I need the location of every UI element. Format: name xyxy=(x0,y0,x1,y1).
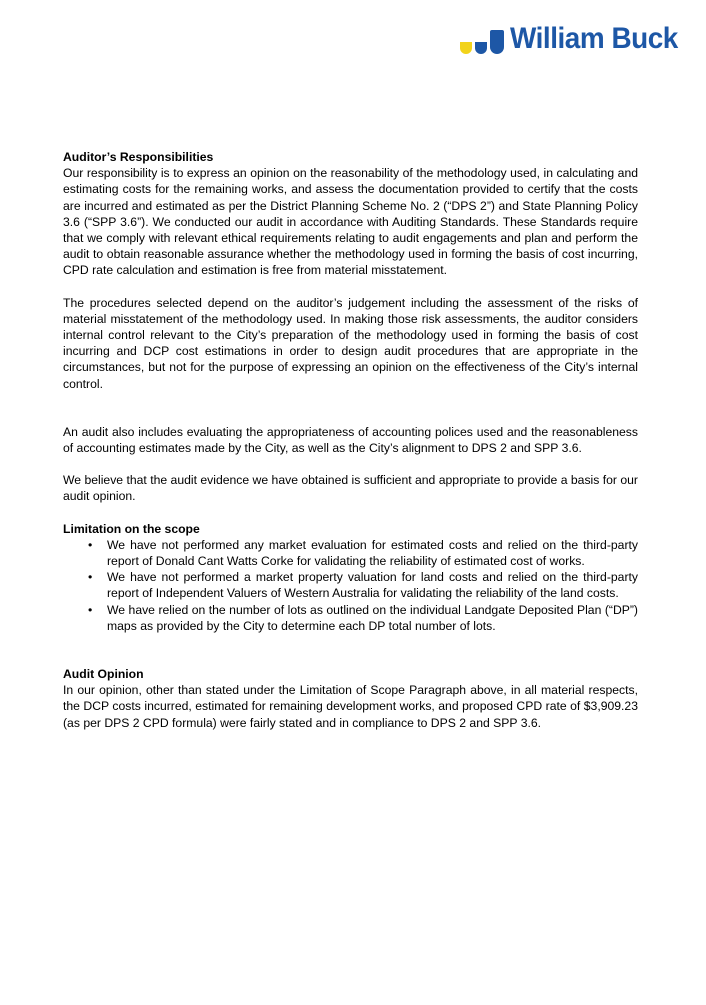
audit-opinion-heading: Audit Opinion xyxy=(63,667,144,682)
responsibilities-paragraph-2: The procedures selected depend on the auditor’s judgement including the assessment of the risks of material misstatement of the methodology used. In making those risk assessments, the auditor considers internal control relevant to the City’s preparation of the methodology used in forming the basis of cost incurring and DCP cost estimations in order to design audit procedures that are appropriate in the circumstances, but not for the purpose of expressing an opinion on the effectiveness of the City’s internal control. xyxy=(63,295,638,391)
logo-mark-blue-block-small xyxy=(475,42,487,54)
list-item xyxy=(63,537,638,569)
limitation-section xyxy=(63,521,638,634)
limitation-list xyxy=(63,537,638,634)
audit-opinion-section xyxy=(63,666,638,731)
responsibilities-paragraph-3: An audit also includes evaluating the appropriateness of accounting polices used and the reasonableness of accounting estimates made by the City, as well as the City’s alignment to DPS 2 and SPP 3.6. xyxy=(63,424,638,456)
limitation-item-text: We have not performed any market evaluation for estimated costs and relied on the third-party report of Donald Cant Watts Corke for validating the reliability of estimated cost of works. xyxy=(107,537,638,569)
logo-mark-icon xyxy=(460,24,504,54)
logo-text: William Buck xyxy=(510,22,678,55)
document-body xyxy=(63,149,638,731)
audit-opinion-paragraph: In our opinion, other than stated under the Limitation of Scope Paragraph above, in all material respects, the DCP costs incurred, estimated for remaining development works, and proposed CPD rate of $3,909.23 (as per DPS 2 CPD formula) were fairly stated and in compliance to DPS 2 and SPP 3.6. xyxy=(63,683,638,730)
list-item xyxy=(63,602,638,634)
responsibilities-paragraph-1: Our responsibility is to express an opinion on the reasonability of the methodology used, in calculating and estimating costs for the remaining works, and assess the documentation provided to certify that the costs are incurred and estimated as per the District Planning Scheme No. 2 (“DPS 2”) and State Planning Policy 3.6 (“SPP 3.6”). We conducted our audit in accordance with Auditing Standards. These Standards require that we comply with relevant ethical requirements relating to audit engagements and plan and perform the audit to obtain reasonable assurance whether the methodology used in forming the basis of cost incurring, CPD rate calculation and estimation is free from material misstatement. xyxy=(63,166,638,278)
limitation-item-text: We have not performed a market property valuation for land costs and relied on the third-party report of Independent Valuers of Western Australia for validating the reliability of the land costs. xyxy=(107,570,638,601)
bullet-icon: • xyxy=(88,570,93,585)
bullet-icon: • xyxy=(88,537,93,552)
auditors-responsibilities-heading: Auditor’s Responsibilities xyxy=(63,150,214,164)
bullet-icon: • xyxy=(88,602,93,617)
limitation-heading: Limitation on the scope xyxy=(63,521,200,536)
logo-mark-yellow-block xyxy=(460,42,472,54)
list-item xyxy=(63,569,638,601)
auditors-responsibilities-section xyxy=(63,149,638,505)
limitation-item-text: We have relied on the number of lots as outlined on the individual Landgate Deposited Plan (“DP”) maps as provided by the City to determine each DP total number of lots. xyxy=(107,602,638,633)
responsibilities-paragraph-4: We believe that the audit evidence we have obtained is sufficient and appropriate to provide a basis for our audit opinion. xyxy=(63,473,638,504)
logo-mark-blue-block-tall xyxy=(490,30,504,54)
company-logo xyxy=(460,22,690,54)
